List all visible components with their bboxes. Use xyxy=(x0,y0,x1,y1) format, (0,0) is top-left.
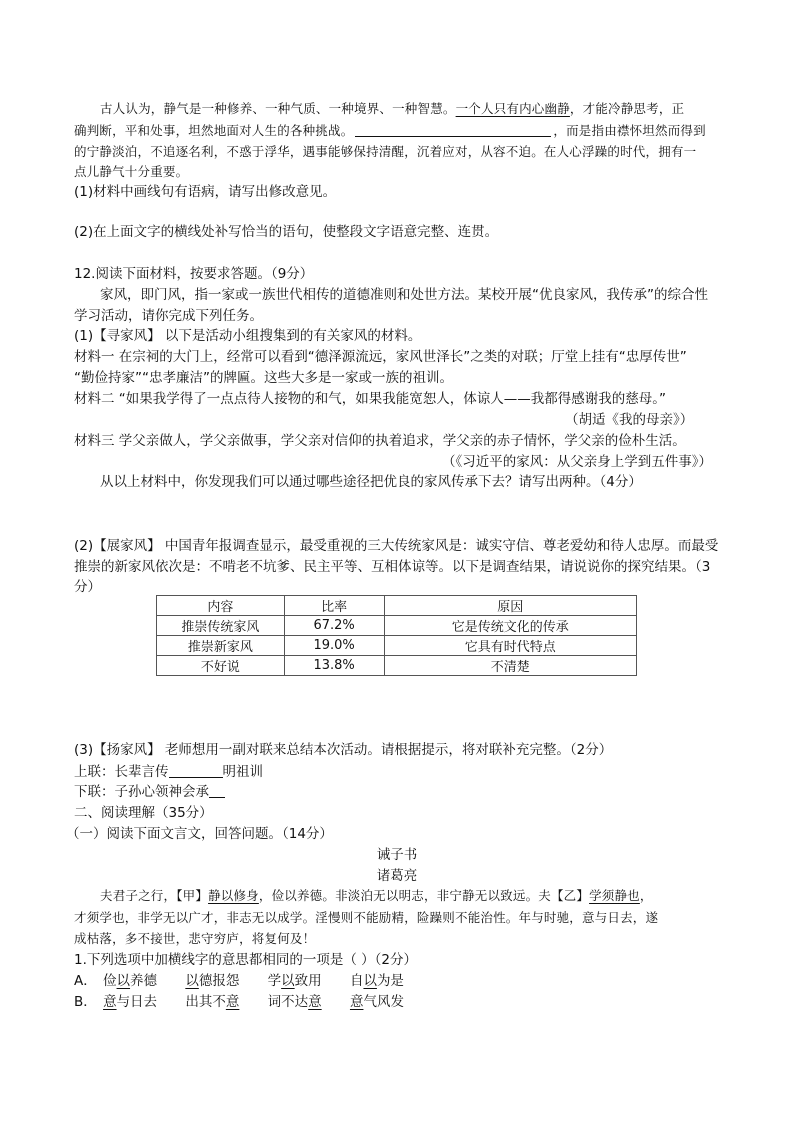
underlined-char: 以 xyxy=(281,973,295,989)
table-row xyxy=(157,656,637,676)
table-cell: 它是传统文化的传承 xyxy=(384,616,636,636)
material-2-source: （胡适《我的母亲》） xyxy=(565,412,694,428)
text-span: 夫君子之行，【甲】 xyxy=(100,888,209,903)
table-cell: 推崇新家风 xyxy=(157,636,285,656)
column-header: 内容 xyxy=(157,596,285,616)
underlined-sentence: 一个人只有内心幽静 xyxy=(455,101,570,116)
column-header: 比率 xyxy=(284,596,384,616)
question-11-2: (2)在上面文字的横线处补写恰当的语句，使整段文字语意完整、连贯。 xyxy=(74,224,499,240)
table-cell: 它具有时代特点 xyxy=(384,636,636,656)
underlined-char: 意 xyxy=(103,994,117,1010)
paragraph-line-4: 点儿静气十分重要。 xyxy=(74,164,189,179)
question-12-title: 12.阅读下面材料，按要求答题。（9分） xyxy=(74,266,314,282)
essay-title: 诫子书 xyxy=(376,847,418,863)
essay-author: 诸葛亮 xyxy=(376,868,418,884)
survey-table xyxy=(156,595,637,676)
option-b[interactable] xyxy=(74,992,404,1012)
underlined-char: 意 xyxy=(225,994,240,1010)
underlined-phrase-jia: 静以修身 xyxy=(208,888,259,903)
essay-line-2: 才须学也，非学无以广才，非志无以成学。淫慢则不能励精，险躁则不能治性。年与时驰，意与日去，遂 xyxy=(74,910,659,925)
table-cell: 不清楚 xyxy=(384,656,636,676)
task-3-heading: (3)【扬家风】 老师想用一副对联来总结本次活动。请根据提示，将对联补充完整。（2分） xyxy=(74,742,613,758)
text-span: 气风发 xyxy=(363,994,404,1010)
table-cell: 推崇传统家风 xyxy=(157,616,285,636)
fill-blank[interactable] xyxy=(209,783,225,798)
material-2: 材料二 “如果我学得了一点点待人接物的和气，如果我能宽恕人，体谅人——我都得感谢我的慈母。” xyxy=(74,391,667,407)
task-2-line-1: (2)【展家风】 中国青年报调查显示，最受重视的三大传统家风是：诚实守信、尊老爱幼和待人忠厚。而最受 xyxy=(74,538,719,554)
material-3: 材料三 学父亲做人，学父亲做事，学父亲对信仰的执着追求，学父亲的赤子情怀，学父亲的俭朴生活。 xyxy=(74,433,686,449)
table-header-row xyxy=(157,596,637,616)
table-cell: 67.2% xyxy=(284,616,384,636)
material-1-line-2: “勤俭持家”“忠孝廉洁”的牌匾。这些大多是一家或一族的祖训。 xyxy=(74,370,453,386)
couplet-lower xyxy=(74,782,225,802)
text-span: 为是 xyxy=(376,973,404,989)
table-row xyxy=(157,636,637,656)
option-label: B． xyxy=(74,994,97,1010)
text-span: 出其不 xyxy=(185,994,226,1010)
task-2-line-2: 推崇的新家风依次是：不啃老不坑爹、民主平等、互相体谅等。以下是调查结果，请说说你的探究结果。（3 xyxy=(74,559,711,575)
text-span: ， xyxy=(639,888,653,903)
table-row xyxy=(157,616,637,636)
paragraph-line-2 xyxy=(74,121,706,141)
option-item xyxy=(185,992,239,1012)
text-span: 致用 xyxy=(294,973,322,989)
essay-line-1 xyxy=(100,886,653,906)
couplet-upper xyxy=(74,762,263,782)
text-span: 学 xyxy=(267,973,282,989)
table-cell: 13.8% xyxy=(284,656,384,676)
text-span: 明祖训 xyxy=(222,764,263,780)
option-item xyxy=(268,971,322,991)
text-span: 确判断，平和处事，坦然地面对人生的各种挑战。 xyxy=(74,123,354,138)
underlined-phrase-yi: 学须静也 xyxy=(589,888,640,903)
part-2-sub-heading: （一）阅读下面文言文，回答问题。（14分） xyxy=(66,826,333,842)
option-item xyxy=(268,992,322,1012)
text-span: 与日去 xyxy=(116,994,158,1010)
table-cell: 不好说 xyxy=(157,656,285,676)
paragraph-line-1 xyxy=(100,99,684,119)
text-span: 自 xyxy=(349,973,364,989)
text-span: ，才能冷静思考，正 xyxy=(569,101,685,116)
text-span: 俭 xyxy=(103,973,117,989)
underlined-char: 意 xyxy=(349,994,364,1010)
part-2-heading: 二、阅读理解（35分） xyxy=(74,805,213,821)
text-span: 德报怨 xyxy=(198,973,240,989)
essay-line-3: 成枯落，多不接世，悲守穷庐，将复何及！ xyxy=(74,931,316,946)
text-span: 上联：长辈言传 xyxy=(74,764,169,780)
option-item xyxy=(103,971,157,991)
option-item xyxy=(350,992,404,1012)
task-1-heading: (1)【寻家风】 以下是活动小组搜集到的有关家风的材料。 xyxy=(74,328,422,344)
question-1: 1.下列选项中加横线字的意思都相同的一项是（ ）（2分） xyxy=(74,952,418,968)
intro-line-2: 学习活动，请你完成下列任务。 xyxy=(74,308,263,324)
underlined-char: 以 xyxy=(116,973,131,989)
task-2-line-3: 分） xyxy=(74,579,101,595)
text-span: 词不达 xyxy=(267,994,309,1010)
paragraph-line-3: 的宁静淡泊，不追逐名利，不惑于浮华，遇事能够保持清醒，沉着应对，从容不迫。在人心浮躁的时代，拥有一 xyxy=(74,144,697,159)
text-span: ，而是指由襟怀坦然而得到 xyxy=(553,123,706,138)
underlined-char: 以 xyxy=(363,973,377,989)
material-1-line-1: 材料一 在宗祠的大门上，经常可以看到“德泽源流远，家风世泽长”之类的对联；厅堂上挂有“忠厚传世” xyxy=(74,349,687,365)
option-a[interactable] xyxy=(74,971,404,991)
material-3-source: （《习近平的家风：从父亲身上学到五件事》） xyxy=(442,454,712,470)
text-span: 古人认为，静气是一种修养、一种气质、一种境界、一种智慧。 xyxy=(100,101,456,116)
question-11-1: (1)材料中画线句有语病，请写出修改意见。 xyxy=(74,184,337,200)
text-span: 养德 xyxy=(130,973,158,989)
fill-blank[interactable] xyxy=(355,122,551,137)
fill-blank[interactable] xyxy=(169,763,223,778)
table-cell: 19.0% xyxy=(284,636,384,656)
option-item xyxy=(185,971,239,991)
option-label: A． xyxy=(74,973,97,989)
underlined-char: 意 xyxy=(308,994,322,1010)
text-span: 下联：子孙心领神会承 xyxy=(74,784,209,800)
underlined-char: 以 xyxy=(185,973,199,989)
option-item xyxy=(103,992,157,1012)
text-span: ，俭以养德。非淡泊无以明志，非宁静无以致远。夫【乙】 xyxy=(258,888,590,903)
option-item xyxy=(350,971,404,991)
task-1-question: 从以上材料中，你发现我们可以通过哪些途径把优良的家风传承下去？请写出两种。（4分） xyxy=(100,474,642,490)
intro-line-1: 家风，即门风，指一家或一族世代相传的道德准则和处世方法。某校开展“优良家风，我传承”的综合性 xyxy=(100,287,708,303)
column-header: 原因 xyxy=(384,596,636,616)
